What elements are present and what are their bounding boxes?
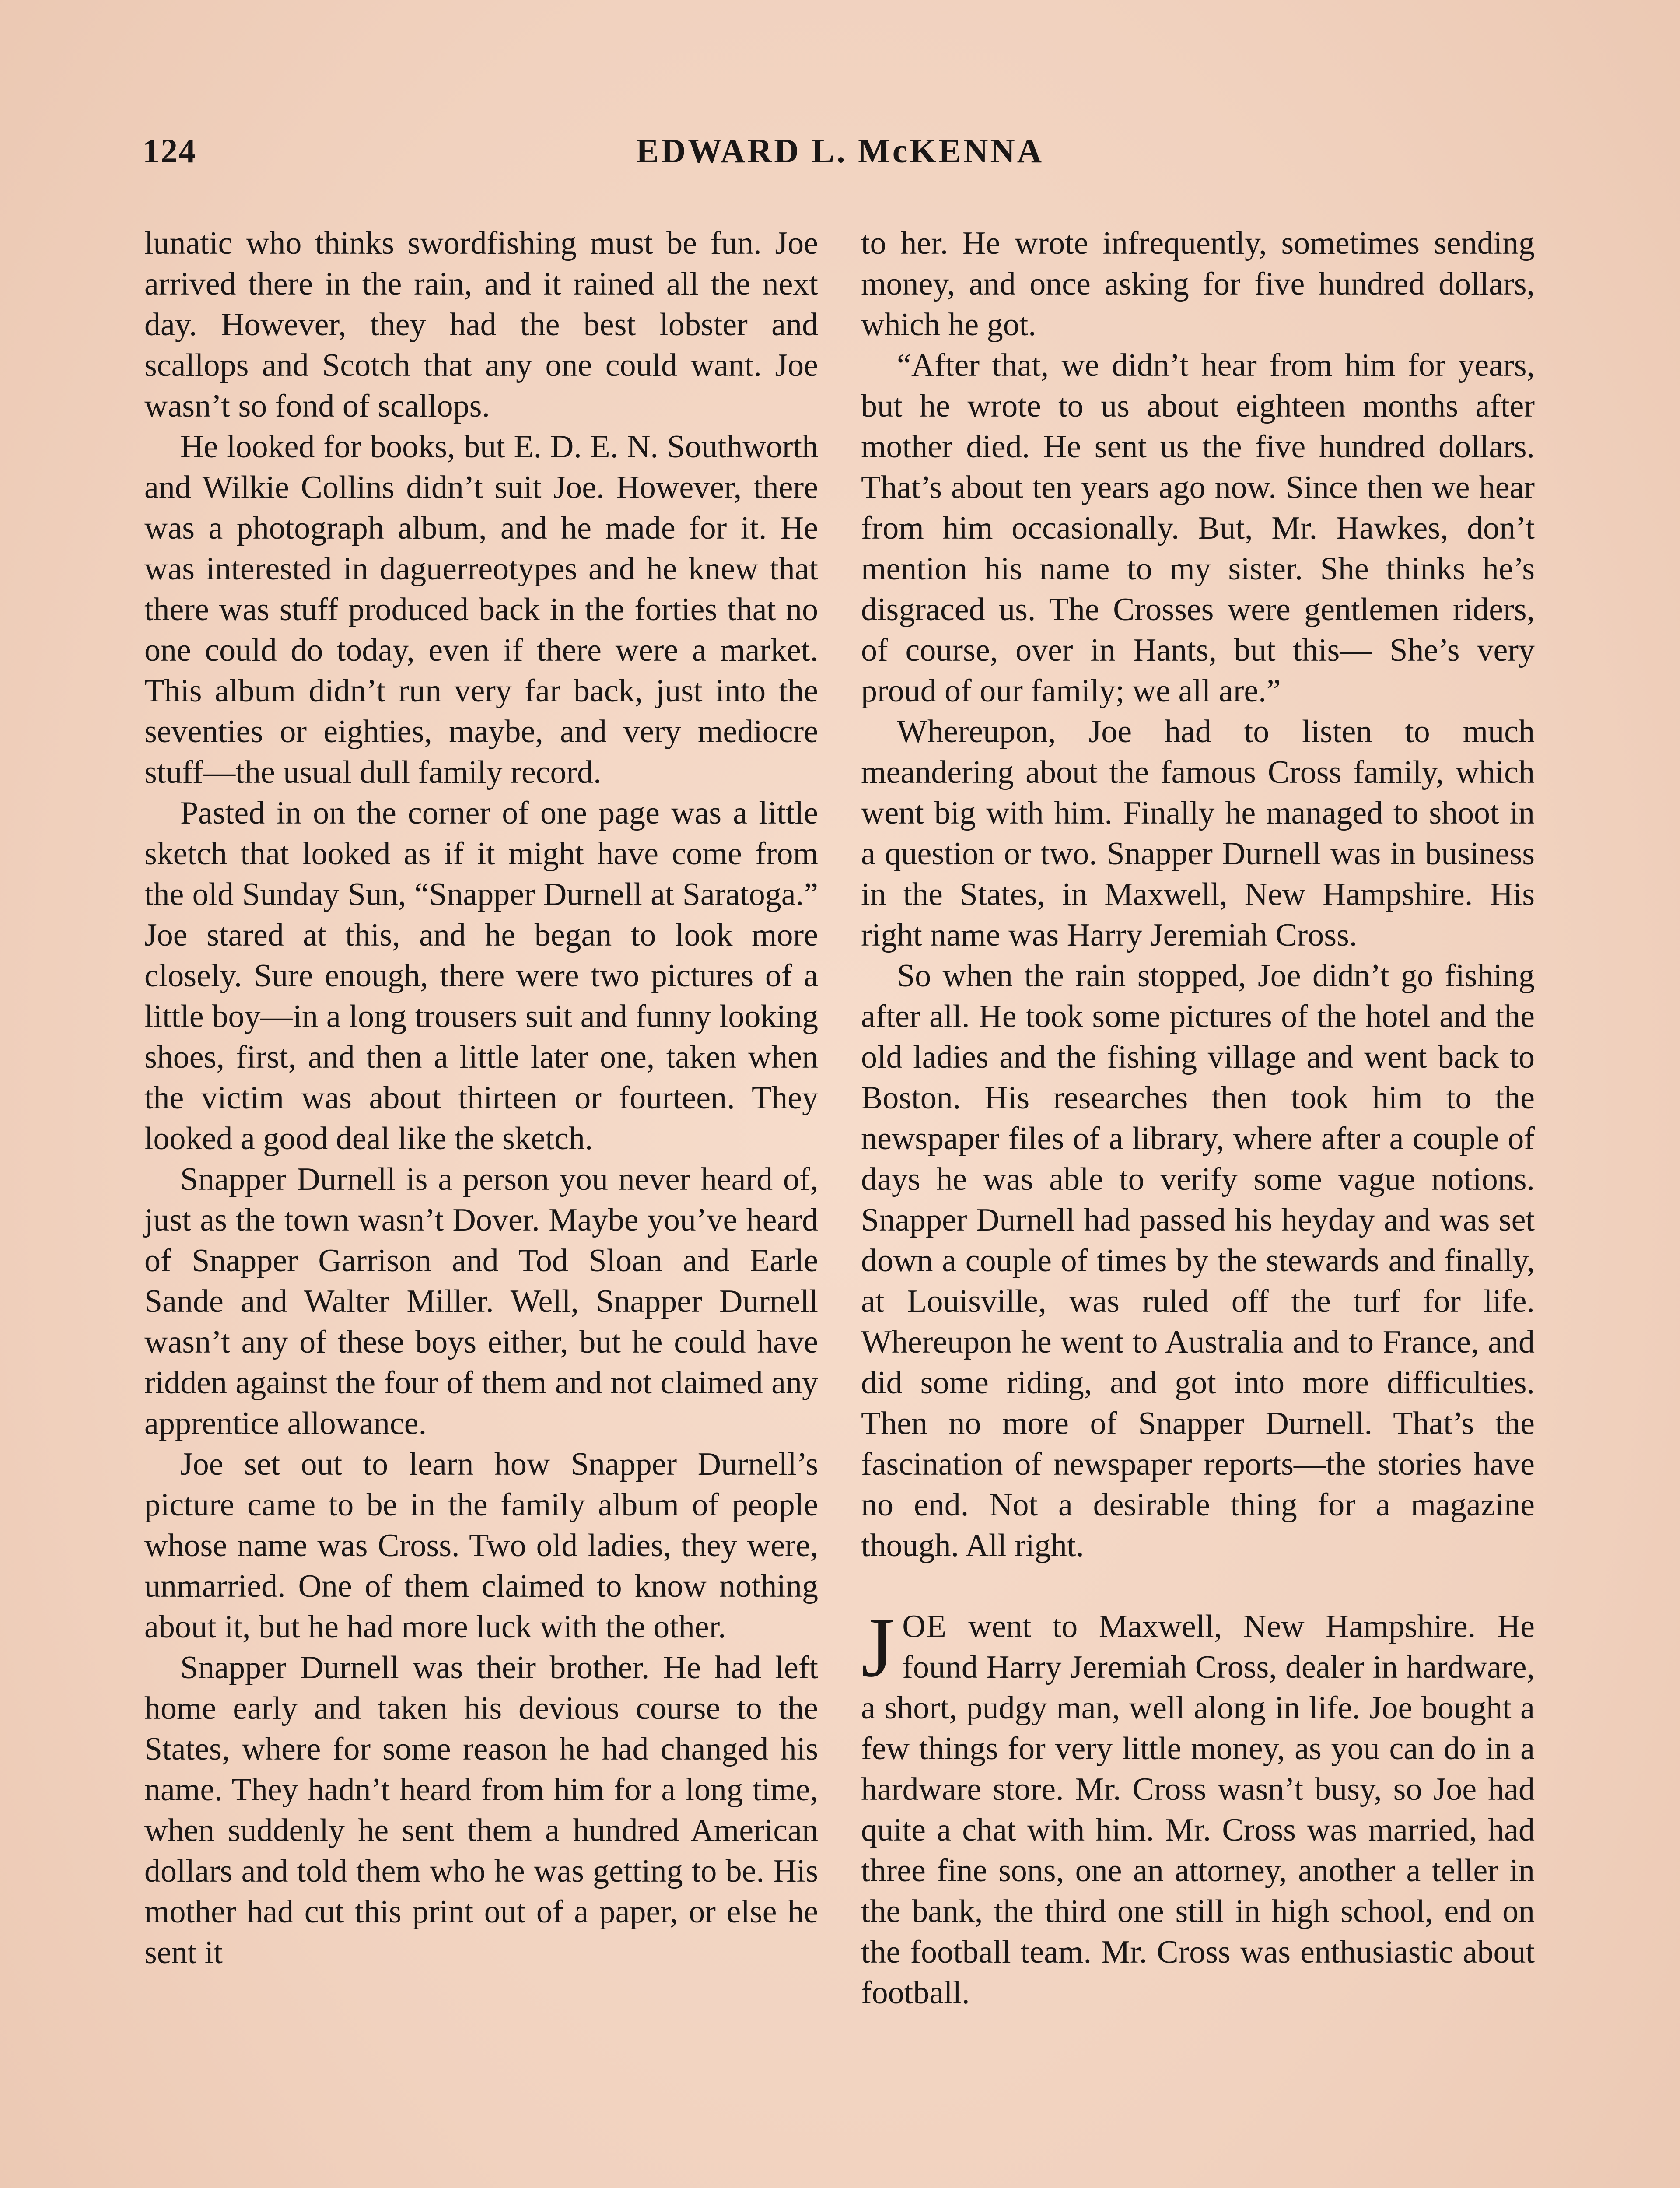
paragraph: So when the rain stopped, Joe didn’t go fishing after all. He took some pictures of the hotel and the old ladies and the fishing village and went back to Boston. His researches then took him to the newspaper files of a library, where after a couple of days he was able to verify some vague notions. Snapper Durnell had passed his heyday and was set down a couple of times by the stewards and finally, at Louisville, was ruled off the turf for life. Whereupon he went to Australia and to France, and did some riding, and got into more difficulties. Then no more of Snapper Durnell. That’s the fascination of newspaper reports—the stories have no end. Not a desirable thing for a magazine though. All right. [861, 958, 1535, 1564]
paragraph: Snapper Durnell was their brother. He had left home early and taken his devious course to the States, where for some reason he had changed his name. They hadn’t heard from him for a long time, when suddenly he sent them a hundred American dollars and told them who he was getting to be. His mother had cut this print out of a paper, or else he sent it [144, 1650, 818, 1971]
section-opening-paragraph [861, 1600, 1535, 2013]
page-header [143, 131, 1537, 179]
paragraph: lunatic who thinks swordfishing must be fun. Joe arrived there in the rain, and it rained all the next day. However, they had the best lobster and scallops and Scotch that any one could want. Joe wasn’t so fond of scallops. [144, 225, 818, 424]
left-column [144, 223, 818, 1973]
paragraph: “After that, we didn’t hear from him for years, but he wrote to us about eighteen months after mother died. He sent us the five hundred dollars. That’s about ten years ago now. Since then we hear from him occasionally. But, Mr. Hawkes, don’t mention his name to my sister. She thinks he’s disgraced us. The Crosses were gentlemen riders, of course, over in Hants, but this— She’s very proud of our family; we all are.” [861, 347, 1535, 709]
paragraph: Snapper Durnell is a person you never heard of, just as the town wasn’t Dover. Maybe you’ve heard of Snapper Garrison and Tod Sloan and Earle Sande and Walter Miller. Well, Snapper Durnell wasn’t any of these boys either, but he could have ridden against the four of them and not claimed any apprentice allowance. [144, 1161, 818, 1441]
running-head: EDWARD L. McKENNA [636, 132, 1044, 170]
right-column [861, 223, 1535, 2013]
paragraph: Pasted in on the corner of one page was a little sketch that looked as if it might have come from the old Sunday Sun, “Snapper Durnell at Saratoga.” Joe stared at this, and he began to look more closely. Sure enough, there were two pictures of a little boy—in a long trousers suit and funny looking shoes, first, and then a little later one, taken when the victim was about thirteen or fourteen. They looked a good deal like the sketch. [144, 795, 818, 1157]
page-number: 124 [143, 132, 196, 170]
paragraph: He looked for books, but E. D. E. N. Southworth and Wilkie Collins didn’t suit Joe. However, there was a photograph album, and he made for it. He was interested in daguerreotypes and he knew that there was stuff produced back in the forties that no one could do today, even if there were a market. This album didn’t run very far back, just into the seventies or eighties, maybe, and very mediocre stuff—the usual dull family record. [144, 429, 818, 790]
paragraph: Joe set out to learn how Snapper Durnell’s picture came to be in the family album of people whose name was Cross. Two old ladies, they were, unmarried. One of them claimed to know nothing about it, but he had more luck with the other. [144, 1446, 818, 1645]
drop-cap: J [861, 1600, 895, 1695]
lead-in: OE [902, 1609, 947, 1645]
section-break [861, 1566, 1535, 1606]
section-text: went to Maxwell, New Hampshire. He found Harry Jeremiah Cross, dealer in hardware, a short, pudgy man, well along in life. Joe bought a few things for very little money, as you can do in a hardware store. Mr. Cross wasn’t busy, so Joe had quite a chat with him. Mr. Cross was married, had three fine sons, one an attorney, another a teller in the bank, the third one still in high school, end on the football team. Mr. Cross was enthusiastic about football. [861, 1609, 1535, 2011]
paragraph: to her. He wrote infrequently, sometimes sending money, and once asking for five hundred dollars, which he got. [861, 225, 1535, 343]
paragraph: Whereupon, Joe had to listen to much meandering about the famous Cross family, which went big with him. Finally he managed to shoot in a question or two. Snapper Durnell was in business in the States, in Maxwell, New Hampshire. His right name was Harry Jeremiah Cross. [861, 714, 1535, 953]
